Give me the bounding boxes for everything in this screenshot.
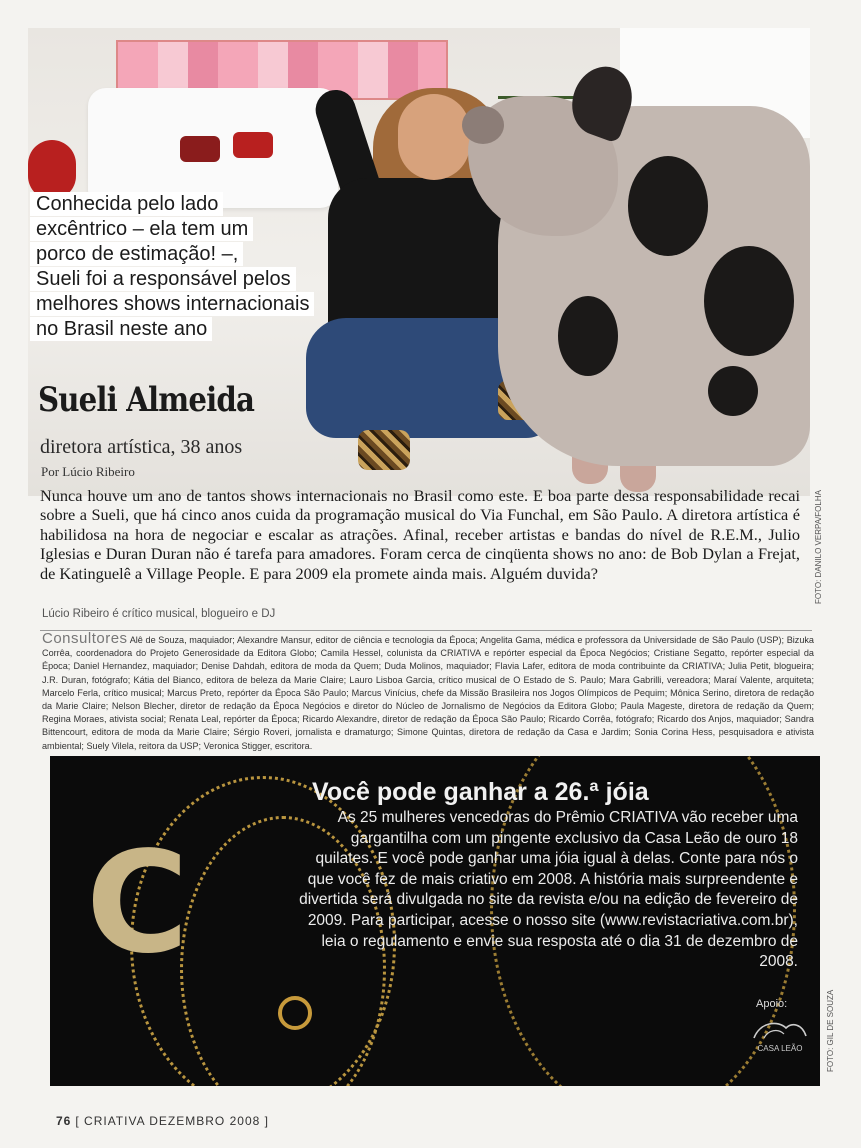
lede-line: Sueli foi a responsável pelos: [30, 267, 296, 291]
profile-role: diretora artística, 38 anos: [40, 436, 243, 458]
sponsor-logo-text: CASA LEÃO: [757, 1044, 803, 1053]
pig-spot: [708, 366, 758, 416]
divider: [40, 630, 812, 631]
woman-face: [398, 94, 470, 180]
pet-pig: [468, 66, 810, 491]
lede-line: porco de estimação! –,: [30, 242, 243, 266]
pig-snout: [462, 106, 504, 144]
red-cushion: [28, 140, 76, 200]
byline: Por Lúcio Ribeiro: [41, 464, 135, 479]
red-cushion-2: [233, 132, 273, 158]
lede-line: excêntrico – ela tem um: [30, 217, 253, 241]
lede-line: melhores shows internacionais: [30, 292, 314, 316]
promo-box: [50, 756, 820, 1086]
lion-logo-icon: [750, 1018, 810, 1042]
sponsor-logo: [750, 1018, 810, 1054]
pig-spot: [558, 296, 618, 376]
clasp-icon: [278, 996, 312, 1030]
article-body: Nunca houve um ano de tantos shows internacionais no Brasil como este. E boa parte dessa responsabilidade recai sobre a Sueli, que há cinco anos cuida da programação musical do Via Funchal, em São Paulo. A diretora artística é habilidosa na hora de negociar e escalar as atrações. Afinal, receber artistas e bandas do nível de R.E.M., Julio Iglesias e Duran Duran não é tarefa para amadores. Foram cerca de cinqüenta shows no ano: de Bob Dylan a Frejat, de Katinguelê a Village People. E para 2009 ela promete ainda mais. Alguém duvida?: [40, 486, 800, 583]
pig-spot: [704, 246, 794, 356]
pig-spot: [628, 156, 708, 256]
lede-line: Conhecida pelo lado: [30, 192, 223, 216]
lede-box: [30, 192, 314, 342]
author-bio: Lúcio Ribeiro é crítico musical, blogueiro e DJ: [42, 608, 276, 620]
page-footer: [56, 1114, 269, 1128]
sponsor-label: Apoio:: [756, 998, 788, 1010]
consultores-section: [42, 632, 814, 753]
dark-cushion: [180, 136, 220, 162]
promo-text: As 25 mulheres vencedoras do Prêmio CRIATIVA vão receber uma gargantilha com um pingente exclusivo da Casa Leão de ouro 18 quilates. E você pode ganhar uma jóia igual à delas. Conte para nós o que você fez de mais criativo em 2008. A história mais surpreendente e divertida será divulgada no site da revista e/ou na edição de fevereiro de 2009. Para participar, acesse o nosso site (www.revistacriativa.com.br), leia o regulamento e envie sua resposta até o dia 31 de dezembro de 2008.: [299, 809, 798, 971]
magazine-issue: [ CRIATIVA DEZEMBRO 2008 ]: [75, 1114, 269, 1128]
profile-name: Sueli Almeida: [38, 380, 255, 420]
photo-credit: FOTO: DANILO VERPA/FOLHA: [814, 490, 823, 604]
page-number: 76: [56, 1114, 72, 1128]
pendant-letter: C: [86, 822, 189, 985]
promo-title: Você pode ganhar a 26.ª jóia: [312, 778, 649, 806]
consultores-heading: Consultores: [42, 630, 128, 647]
promo-photo-credit: FOTO: GIL DE SOUZA: [826, 989, 835, 1072]
leopard-boot-left: [358, 430, 410, 470]
consultores-list: Alê de Souza, maquiador; Alexandre Mansur, editor de ciência e tecnologia da Época; Angelita Gama, médica e professora da Universidade de São Paulo (USP); Bizuka Corrêa, coordenadora do Projeto Generosidade da Editora Globo; Camila Hessel, colunista da CRIATIVA e repórter especial da Época Negócios; Cristiane Segatto, repórter especial da Época; Daniel Hernandez, maquiador; Denise Dahdah, editora de moda da Quem; Duda Molinos, maquiador; Flavia Lafer, editora de moda contribuinte da CRIATIVA; Julia Petit, blogueira; J.R. Duran, fotógrafo; Kátia del Bianco, editora de beleza da Marie Claire; Lauro Lisboa Garcia, crítico musical de O Estado de S. Paulo; Mara Gabrilli, vereadora; Maraí Valente, arquiteta; Marcelo Ferla, crítico musical; Marcus Preto, repórter da Época São Paulo; Marcus Vinícius, chefe da Missão Brasileira nos Jogos Olímpicos de Pequim; Mônica Serino, diretora de redação da Marie Claire; Nelson Blecher, diretor de redação da Época Negócios e diretor do Núcleo de Jornalismo de Negócios da Editora Globo; Paula Mageste, diretora de redação da Quem; Regina Moraes, ativista social; Renata Leal, repórter da Época; Ricardo Alexandre, diretor de redação da Época São Paulo; Ricardo Corrêa, fotógrafo; Ricardo dos Anjos, maquiador; Sandra Bittencourt, editora de moda da Marie Claire; Sérgio Roveri, jornalista e dramaturgo; Simone Quintas, diretora de redação da Casa e Jardim; Sonia Corina Hess, pesquisadora e ativista ambiental; Suely Vilela, reitora da USP; Veronica Stigger, escritora.: [42, 635, 814, 751]
lede-line: no Brasil neste ano: [30, 317, 212, 341]
